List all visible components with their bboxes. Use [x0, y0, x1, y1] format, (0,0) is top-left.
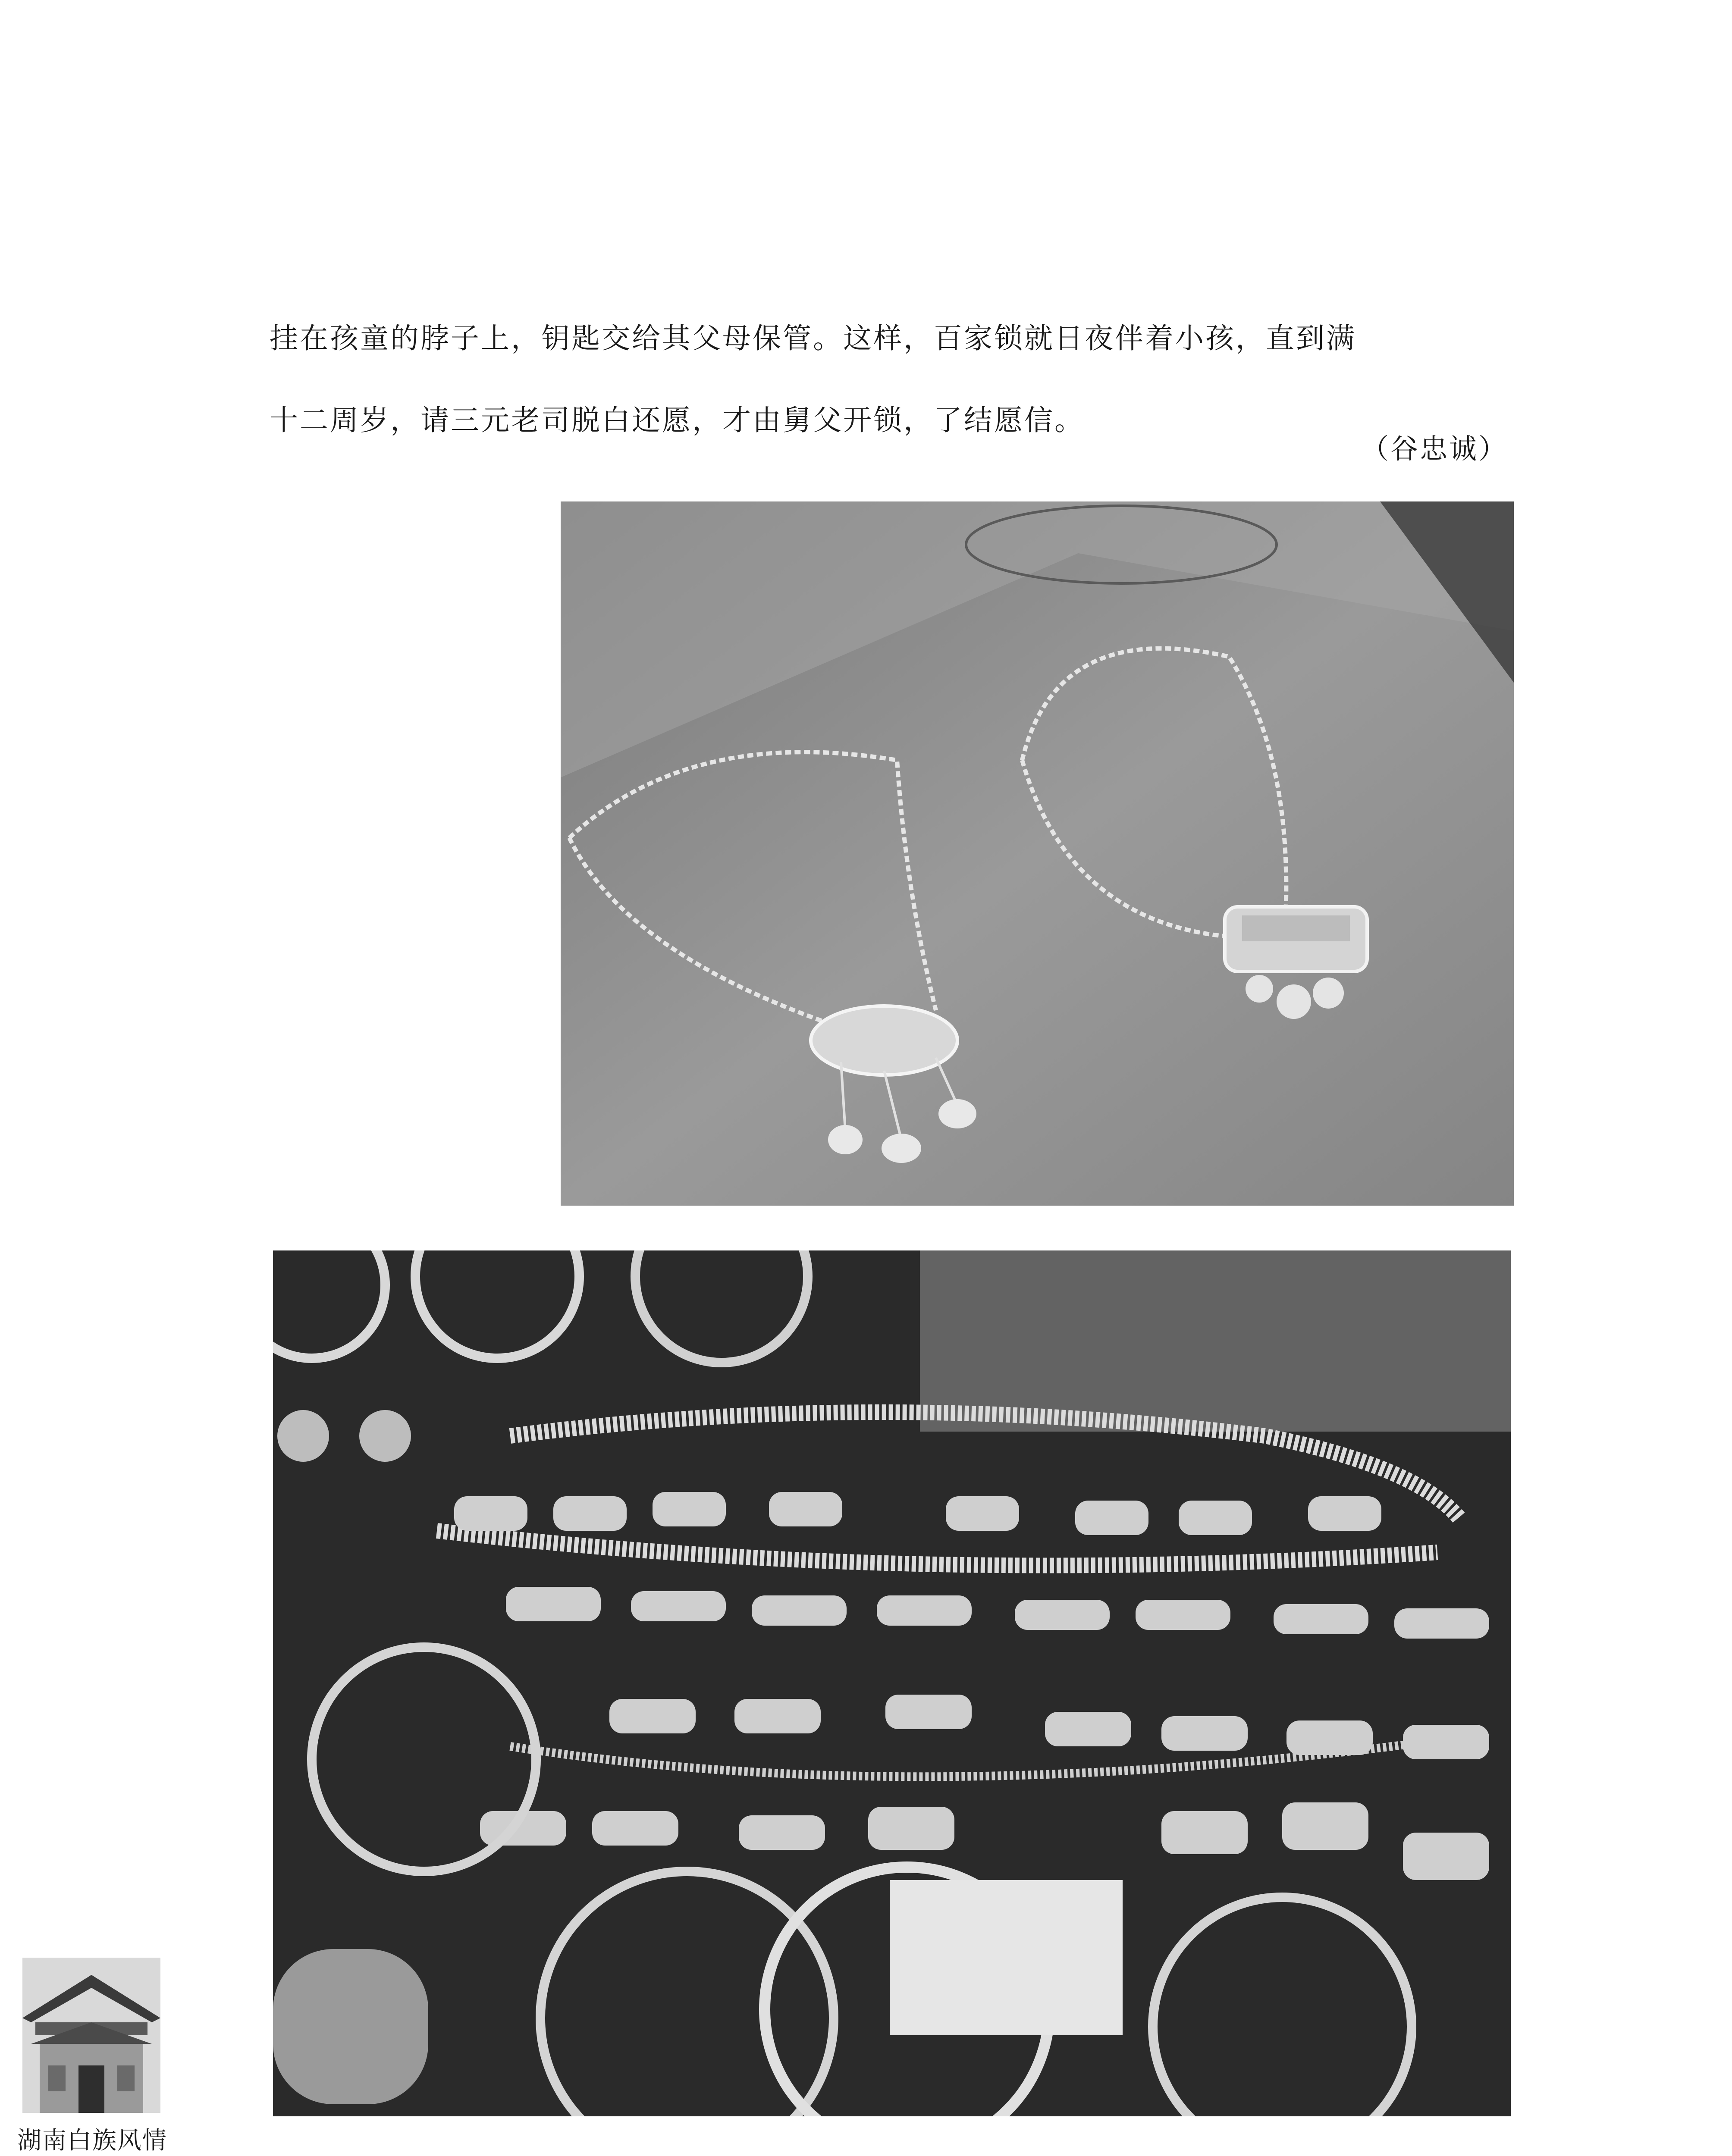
body-line-2: 十二周岁，请三元老司脱白还愿，才由舅父开锁，了结愿信。 [270, 404, 1085, 437]
photo-silver-jewelry-display [273, 1250, 1511, 2116]
photo-silver-lock-necklaces [561, 501, 1514, 1206]
body-paragraph [270, 298, 1520, 461]
author-credit: （谷忠诚） [1361, 433, 1508, 465]
footer-building-thumbnail [22, 1958, 160, 2113]
footer-book-title: 湖南白族风情 [17, 2127, 167, 2155]
body-line-1: 挂在孩童的脖子上，钥匙交给其父母保管。这样，百家锁就日夜伴着小孩，直到满 [270, 322, 1356, 355]
